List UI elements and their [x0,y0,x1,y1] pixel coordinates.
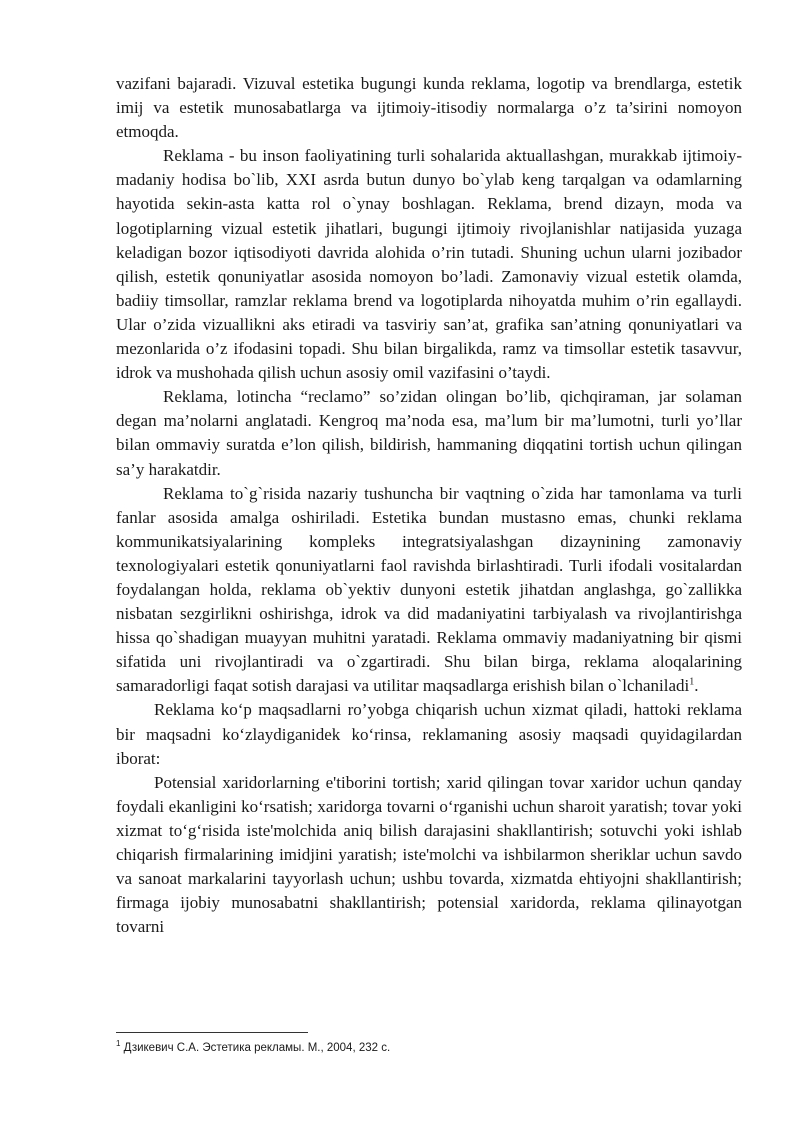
footnote-reference[interactable]: 1 [689,676,695,688]
footnote-number: 1 [116,1039,121,1049]
paragraph-2: Reklama - bu inson faoliyatining turli sohalarida aktuallashgan, murakkab ijtimoiy-madaniy hodisa bo`lib, XXI asrda butun dunyo bo`ylab keng tarqalgan va odamlarning hayotida sekin-asta katta rol o`ynay boshlagan. Reklama, brend dizayn, moda va logotiplarning vizual estetik jihatlari, bugungi ijtimoiy rivojlanishlar natijasida yuzaga keladigan bozor iqtisodiyoti davrida alohida o’rin tutadi. Shuning uchun ularni jozibador qilish, estetik qonuniyatlar asosida nomoyon bo’ladi. Zamonaviy vizual estetik olamda, badiiy timsollar, ramzlar reklama brend va logotiplarda nihoyatda muhim o’rin egallaydi. Ular o’zida vizuallikni aks etiradi va tasviriy san’at, grafika san’atning qonuniyatlari va mezonlarida o’z ifodasini topadi. Shu bilan birgalikda, ramz va timsollar estetik tasavvur, idrok va mushohada qilish uchun asosiy omil vazifasini o’taydi. [116,146,742,383]
footnote [116,1041,742,1056]
paragraph-5: Reklama ko‘p maqsadlarni ro’yobga chiqarish uchun xizmat qiladi, hattoki reklama bir maqsadni ko‘zlaydiganidek ko‘rinsa, reklamaning asosiy maqsadi quyidagilardan iborat: [116,700,742,768]
paragraph-4-text: Reklama to`g`risida nazariy tushuncha bir vaqtning o`zida har tamonlama va turli fanlar asosida amalga oshiriladi. Estetika bundan mustasno emas, chunki reklama kommunikatsiyalarining kompleks integratsiyalashgan dizaynining zamonaviy texnologiyalari estetik qonuniyatlarni faol ravishda birlashtiradi. Turli ifodali vositalardan foydalangan holda, reklama ob`yektiv dunyoni estetik jihatdan anglashga, go`zallikka nisbatan sezgirlikni oshirishga, idrok va did madaniyatini tarbiyalash va rivojlantirishga hissa qo`shadigan muayyan muhitni yaratadi. Reklama ommaviy madaniyatning bir qismi sifatida uni rivojlantiradi va o`zgartiradi. Shu bilan birga, reklama aloqalarining samaradorligi faqat sotish darajasi va utilitar maqsadlarga erishish bilan o`lchaniladi [116,483,742,696]
paragraph-1: vazifani bajaradi. Vizuval estetika bugungi kunda reklama, logotip va brendlarga, estetik imij va estetik munosabatlarga va ijtimoiy-itisodiy normalarga o’z ta’sirini nomoyon etmoqda. [116,74,742,142]
footnote-text: Дзикевич С.А. Эстетика рекламы. М., 2004, 232 с. [120,1042,391,1054]
paragraph-4 [116,482,742,699]
footnote-separator [116,1032,308,1033]
paragraph-4-end: . [694,676,699,696]
paragraph-6: Potensial xaridorlarning e'tiborini tortish; xarid qilingan tovar xaridor uchun qanday foydali ekanligini ko‘rsatish; xaridorga tovarni o‘rganishi uchun sharoit yaratish; tovar yoki xizmat to‘g‘risida iste'molchida aniq bilish darajasini shakllantirish; sotuvchi yoki ishlab chiqarish firmalarining imidjini yaratish; iste'molchi va ishbilarmon sheriklar uchun savdo va sanoat markalarini tayyorlash uchun; ushbu tovarda, xizmatda ehtiyojni shakllantirish; firmaga ijobiy munosabatni shakllantirish; potensial xaridorda, reklama qilinayotgan tovarni [116,772,742,937]
body-text [116,72,742,939]
paragraph-3: Reklama, lotincha “reclamo” so’zidan olingan bo’lib, qichqiraman, jar solaman degan ma’nolarni anglatadi. Kengroq ma’noda esa, ma’lum bir ma’lumotni, turli yo’llar bilan ommaviy suratda e’lon qilish, bildirish, hammaning diqqatini tortish uchun qilingan sa’y harakatdir. [116,387,742,479]
